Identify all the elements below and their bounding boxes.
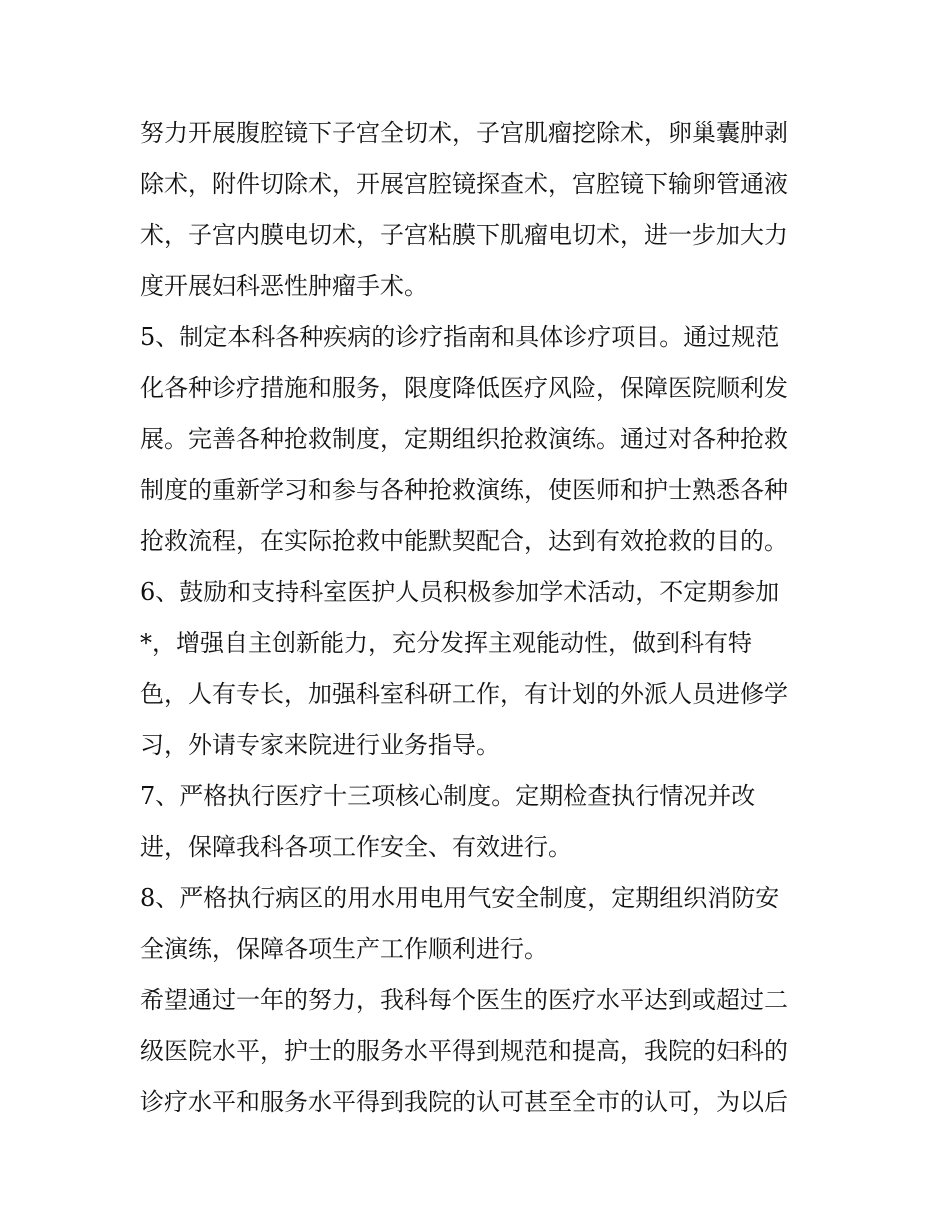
text-line: 除术，附件切除术，开展宫腔镜探查术，宫腔镜下输卵管通液 [140, 170, 788, 198]
text-line: 展。完善各种抢救制度，定期组织抢救演练。通过对各种抢救 [140, 425, 788, 453]
text-line: 进，保障我科各项工作安全、有效进行。 [140, 833, 572, 861]
text-line: 习，外请专家来院进行业务指导。 [140, 731, 500, 759]
text-line: 希望通过一年的努力，我科每个医生的医疗水平达到或超过二 [140, 986, 788, 1014]
text-line: 7、严格执行医疗十三项核心制度。定期检查执行情况并改 [140, 782, 756, 810]
text-line: 制度的重新学习和参与各种抢救演练，使医师和护士熟悉各种 [140, 476, 788, 504]
text-line: 化各种诊疗措施和服务，限度降低医疗风险，保障医院顺利发 [140, 374, 788, 402]
text-line: 努力开展腹腔镜下子宫全切术，子宫肌瘤挖除术，卵巢囊肿剥 [140, 119, 788, 147]
text-line: *，增强自主创新能力，充分发挥主观能动性，做到科有特 [140, 629, 752, 657]
text-line: 术，子宫内膜电切术，子宫粘膜下肌瘤电切术，进一步加大力 [140, 221, 788, 249]
text-line: 色，人有专长，加强科室科研工作，有计划的外派人员进修学 [140, 680, 788, 708]
text-line: 全演练，保障各项生产工作顺利进行。 [140, 935, 548, 963]
document-body [140, 108, 815, 1128]
text-line: 6、鼓励和支持科室医护人员积极参加学术活动，不定期参加 [140, 578, 780, 606]
text-line: 诊疗水平和服务水平得到我院的认可甚至全市的认可，为以后 [140, 1088, 788, 1116]
text-line: 度开展妇科恶性肿瘤手术。 [140, 272, 428, 300]
text-line: 抢救流程，在实际抢救中能默契配合，达到有效抢救的目的。 [140, 527, 788, 555]
text-line: 8、严格执行病区的用水用电用气安全制度，定期组织消防安 [140, 884, 780, 912]
text-line: 5、制定本科各种疾病的诊疗指南和具体诊疗项目。通过规范 [140, 323, 780, 351]
text-line: 级医院水平，护士的服务水平得到规范和提高，我院的妇科的 [140, 1037, 788, 1065]
